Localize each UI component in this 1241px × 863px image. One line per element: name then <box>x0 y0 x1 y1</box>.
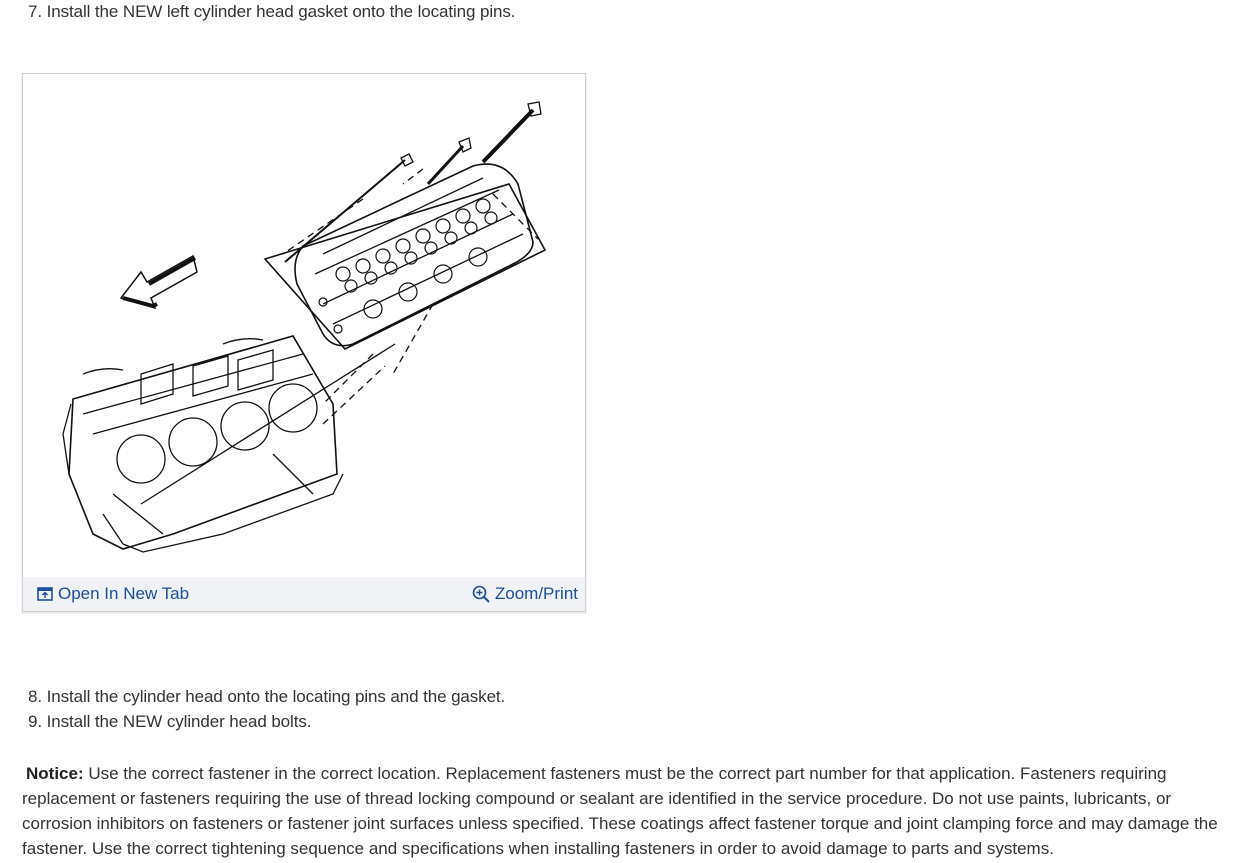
zoom-print-button[interactable] <box>472 584 578 604</box>
zoom-in-icon <box>472 585 490 603</box>
open-new-tab-icon <box>37 587 53 601</box>
step-8-text: 8. Install the cylinder head onto the locating pins and the gasket. <box>28 687 506 706</box>
zoom-print-label: Zoom/Print <box>494 584 578 603</box>
figure-toolbar <box>23 577 585 611</box>
notice-paragraph <box>22 761 1227 861</box>
open-in-new-tab-button[interactable] <box>37 584 189 604</box>
figure-container <box>22 73 586 612</box>
notice-text: Use the correct fastener in the correct location. Replacement fasteners must be the correct part number for that application. Fasteners requiring replacement or fasteners requiring the use of thread locking compound or sealant are identified in the service procedure. Do not use paints, lubricants, or corrosion inhibitors on fasteners or fastener joint surfaces unless specified. These coatings affect fastener torque and joint clamping force and may damage the fastener. Use the correct tightening sequence and specifications when installing fasteners in order to avoid damage to parts and systems. <box>22 764 1218 858</box>
notice-label: Notice: <box>26 764 84 783</box>
step-7-text: 7. Install the NEW left cylinder head gasket onto the locating pins. <box>28 2 516 21</box>
step-9-text: 9. Install the NEW cylinder head bolts. <box>28 712 312 731</box>
engine-diagram-image[interactable] <box>23 74 585 577</box>
open-in-new-tab-label: Open In New Tab <box>58 584 190 603</box>
